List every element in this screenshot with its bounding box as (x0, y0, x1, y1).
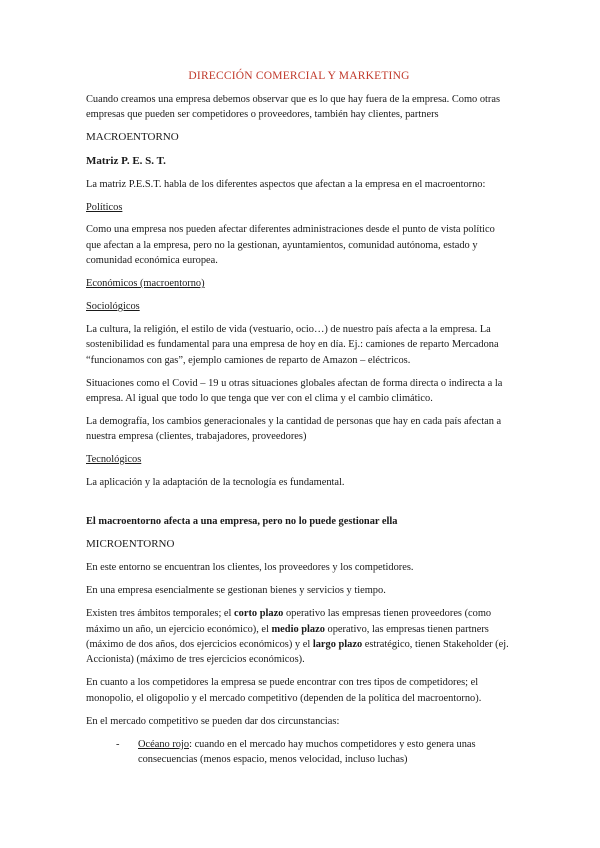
medio-plazo-term: medio plazo (271, 623, 325, 635)
largo-plazo-term: largo plazo (312, 639, 363, 651)
microentorno-heading: MICROENTORNO (86, 538, 175, 551)
list-item (116, 737, 512, 768)
dash-bullet: - (116, 738, 120, 750)
pest-heading: Matriz P. E. S. T. (86, 154, 166, 167)
temporal-text-e: operativo, las empresas tienen partners (máximo de dos años, dos ejercicios económicos) y el (86, 623, 489, 651)
microentorno-paragraph-2: En una empresa esencialmente se gestionan bienes y servicios y tiempo. (86, 585, 386, 597)
microentorno-paragraph-1: En este entorno se encuentran los clientes, los proveedores y los competidores. (86, 562, 414, 574)
politicos-paragraph: Como una empresa nos pueden afectar diferentes administraciones desde el punto de vista político que afectan a la empresa, pero no la gestionan, ayuntamientos, comunidad autónoma, estado y comunidad económica europea. (86, 224, 495, 267)
section-spacer (86, 498, 512, 514)
sociologicos-paragraph-1: La cultura, la religión, el estilo de vida (vestuario, ocio…) de nuestro país afecta a la empresa. La sostenibilidad es fundamental para una empresa de hoy en día. Ej.: camiones de reparto Mercadona “funcionamos con gas”, ejemplo camiones de reparto de Amazon – eléctricos. (86, 323, 499, 366)
tecnologicos-paragraph: La aplicación y la adaptación de la tecnología es fundamental. (86, 477, 345, 489)
macroentorno-summary: El macroentorno afecta a una empresa, pero no lo puede gestionar ella (86, 516, 398, 528)
politicos-heading: Políticos (86, 201, 123, 213)
sociologicos-paragraph-2: Situaciones como el Covid – 19 u otras situaciones globales afectan de forma directa o indirecta a la empresa. Al igual que todo lo que tenga que ver con el clima y el cambio climático. (86, 377, 503, 405)
corto-plazo-term: corto plazo (234, 608, 284, 620)
sociologicos-heading: Sociológicos (86, 301, 140, 313)
macroentorno-heading: MACROENTORNO (86, 131, 179, 144)
oceano-rojo-text: : cuando en el mercado hay muchos competidores y esto genera unas consecuencias (menos espacio, menos velocidad, incluso luchas) (138, 738, 476, 765)
intro-paragraph: Cuando creamos una empresa debemos observar que es lo que hay fuera de la empresa. Como otras empresas que pueden ser competidores o proveedores, también hay clientes, partners (86, 94, 501, 121)
microentorno-paragraph-4: En cuanto a los competidores la empresa se puede encontrar con tres tipos de competidores; el monopolio, el oligopolio y el mercado competitivo (dependen de la política del macroentorno). (86, 677, 482, 704)
economicos-heading: Económicos (macroentorno) (86, 278, 205, 290)
document-title: DIRECCIÓN COMERCIAL Y MARKETING (188, 70, 410, 82)
pest-intro-paragraph: La matriz P.E.S.T. habla de los diferentes aspectos que afectan a la empresa en el macroentorno: (86, 178, 486, 190)
tecnologicos-heading: Tecnológicos (86, 454, 142, 466)
oceano-rojo-term: Océano rojo (138, 738, 190, 750)
circumstances-list (86, 737, 512, 768)
microentorno-paragraph-5: En el mercado competitivo se pueden dar dos circunstancias: (86, 715, 340, 727)
microentorno-paragraph-3 (86, 606, 512, 668)
temporal-text-g: estratégico, tienen Stakeholder (ej. Accionista) (máximo de tres ejercicios económicos). (86, 639, 509, 666)
temporal-text-a: Existen tres ámbitos temporales; el (86, 608, 235, 620)
temporal-text-c: operativo las empresas tienen proveedores (como máximo un año, un ejercicio económico), el (86, 608, 492, 635)
sociologicos-paragraph-3: La demografía, los cambios generacionales y la cantidad de personas que hay en cada país afectan a nuestra empresa (clientes, trabajadores, proveedores) (86, 416, 502, 443)
